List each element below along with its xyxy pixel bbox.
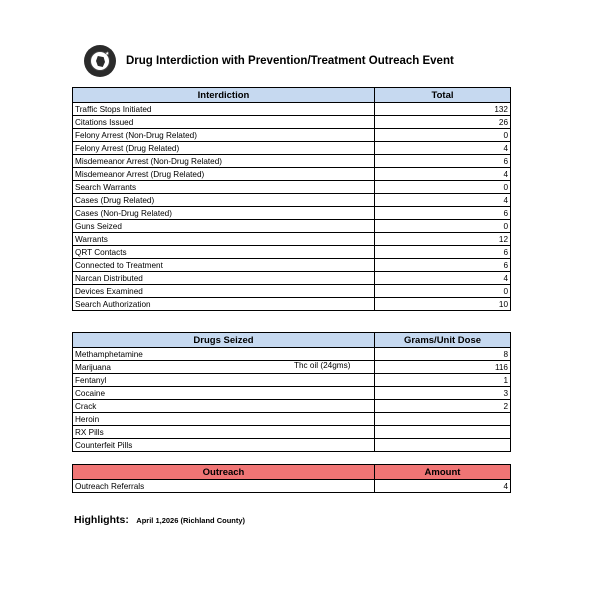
- table-row: [73, 426, 511, 439]
- row-label: Marijuana: [75, 362, 111, 372]
- row-label-cell: [73, 168, 375, 181]
- total-column-header: Total: [375, 88, 511, 103]
- drugs-header-row: [73, 333, 511, 348]
- row-label: Cases (Drug Related): [75, 195, 155, 205]
- row-value: 116: [375, 361, 511, 374]
- table-row: [73, 272, 511, 285]
- row-label-cell: [73, 285, 375, 298]
- row-value: 0: [375, 129, 511, 142]
- row-label: Cases (Non-Drug Related): [75, 208, 172, 218]
- row-value: 4: [375, 142, 511, 155]
- row-label: Traffic Stops Initiated: [75, 104, 152, 114]
- row-label-cell: [73, 413, 375, 426]
- row-value: 6: [375, 246, 511, 259]
- row-label-cell: [73, 439, 375, 452]
- row-label-cell: [73, 374, 375, 387]
- interdiction-header-row: [73, 88, 511, 103]
- row-value: [375, 413, 511, 426]
- row-value: 1: [375, 374, 511, 387]
- table-row: [73, 207, 511, 220]
- row-value: 26: [375, 116, 511, 129]
- row-label-cell: [73, 142, 375, 155]
- highlights-label: Highlights:: [74, 514, 129, 526]
- row-value: 132: [375, 103, 511, 116]
- report-header: [84, 44, 454, 78]
- row-label-cell: [73, 233, 375, 246]
- row-label: Citations Issued: [75, 117, 134, 127]
- table-row: [73, 168, 511, 181]
- row-value: 4: [375, 480, 511, 493]
- table-row: [73, 116, 511, 129]
- drugs-seized-column-header: Drugs Seized: [73, 333, 375, 348]
- row-label: Misdemeanor Arrest (Drug Related): [75, 169, 205, 179]
- amount-column-header: Amount: [375, 465, 511, 480]
- row-label: Connected to Treatment: [75, 260, 163, 270]
- interdiction-column-header: Interdiction: [73, 88, 375, 103]
- table-row: [73, 233, 511, 246]
- table-row: [73, 413, 511, 426]
- table-row: [73, 129, 511, 142]
- row-label-cell: [73, 155, 375, 168]
- row-label: Felony Arrest (Drug Related): [75, 143, 180, 153]
- row-label: Counterfeit Pills: [75, 440, 133, 450]
- table-row: [73, 348, 511, 361]
- row-label-cell: [73, 426, 375, 439]
- row-value: 4: [375, 168, 511, 181]
- row-label-cell: [73, 246, 375, 259]
- row-label: Heroin: [75, 414, 100, 424]
- table-row: [73, 480, 511, 493]
- row-value: 3: [375, 387, 511, 400]
- report-title: Drug Interdiction with Prevention/Treatment Outreach Event: [126, 55, 454, 67]
- row-value: 6: [375, 259, 511, 272]
- row-label-cell: [73, 400, 375, 413]
- row-label: RX Pills: [75, 427, 104, 437]
- row-value: 0: [375, 285, 511, 298]
- row-label: Methamphetamine: [75, 349, 143, 359]
- row-label-cell: [73, 259, 375, 272]
- row-value: 0: [375, 220, 511, 233]
- interdiction-table: [72, 87, 511, 311]
- table-row: [73, 142, 511, 155]
- row-value: 8: [375, 348, 511, 361]
- table-row: [73, 285, 511, 298]
- table-row: [73, 194, 511, 207]
- row-value: 10: [375, 298, 511, 311]
- ohio-seal-icon: ★: [84, 45, 116, 77]
- row-label: Fentanyl: [75, 375, 107, 385]
- table-row: [73, 181, 511, 194]
- row-label-cell: [73, 220, 375, 233]
- row-label: Warrants: [75, 234, 108, 244]
- row-value: 6: [375, 155, 511, 168]
- highlights: [74, 510, 245, 528]
- highlights-value: April 1,2026 (Richland County): [136, 516, 246, 525]
- row-label: Cocaine: [75, 388, 106, 398]
- grams-column-header: Grams/Unit Dose: [375, 333, 511, 348]
- row-label: Search Authorization: [75, 299, 151, 309]
- row-label: Narcan Distributed: [75, 273, 143, 283]
- row-value: [375, 439, 511, 452]
- row-label-cell: [73, 387, 375, 400]
- row-label: Misdemeanor Arrest (Non-Drug Related): [75, 156, 222, 166]
- row-label: QRT Contacts: [75, 247, 127, 257]
- table-row: [73, 103, 511, 116]
- row-label: Outreach Referrals: [75, 481, 145, 491]
- row-label: Search Warrants: [75, 182, 137, 192]
- table-row: [73, 439, 511, 452]
- table-row: [73, 298, 511, 311]
- table-row: [73, 259, 511, 272]
- row-label: Felony Arrest (Non-Drug Related): [75, 130, 197, 140]
- row-label-cell: [73, 480, 375, 493]
- row-label-cell: [73, 129, 375, 142]
- row-label: Devices Examined: [75, 286, 143, 296]
- row-label: Guns Seized: [75, 221, 122, 231]
- row-value: 0: [375, 181, 511, 194]
- row-value: [375, 426, 511, 439]
- table-row: [73, 155, 511, 168]
- row-value: 6: [375, 207, 511, 220]
- outreach-column-header: Outreach: [73, 465, 375, 480]
- row-label-cell: [73, 103, 375, 116]
- outreach-table: [72, 464, 511, 493]
- row-label-cell: [73, 194, 375, 207]
- row-value: 4: [375, 272, 511, 285]
- outreach-header-row: [73, 465, 511, 480]
- table-row: [73, 361, 511, 374]
- row-label-cell: [73, 207, 375, 220]
- table-row: [73, 246, 511, 259]
- row-label-cell: [73, 181, 375, 194]
- row-label-cell: [73, 116, 375, 129]
- table-row: [73, 374, 511, 387]
- drugs-seized-table: [72, 332, 511, 452]
- row-value: 2: [375, 400, 511, 413]
- row-label-cell: [73, 361, 375, 374]
- table-row: [73, 400, 511, 413]
- table-row: [73, 387, 511, 400]
- row-label-cell: [73, 272, 375, 285]
- row-note: Thc oil (24gms): [294, 361, 351, 370]
- row-label-cell: [73, 298, 375, 311]
- row-value: 4: [375, 194, 511, 207]
- row-label-cell: [73, 348, 375, 361]
- row-label: Crack: [75, 401, 97, 411]
- table-row: [73, 220, 511, 233]
- row-value: 12: [375, 233, 511, 246]
